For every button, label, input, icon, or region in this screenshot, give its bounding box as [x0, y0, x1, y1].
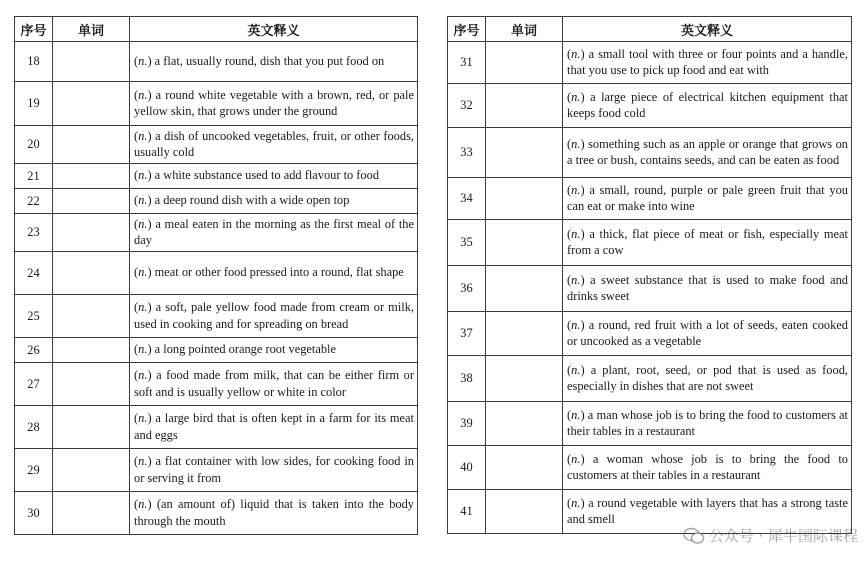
part-of-speech: n. [138, 497, 148, 511]
part-of-speech: n. [571, 362, 581, 377]
definition-text: a round vegetable with layers that has a strong taste and smell [567, 495, 848, 526]
part-of-speech: n. [571, 46, 581, 61]
part-of-speech: n. [138, 300, 148, 314]
definition-text: a flat, usually round, dish that you put food on [154, 53, 385, 68]
definition-text: a large piece of electrical kitchen equipment that keeps food cold [567, 89, 848, 120]
watermark [683, 525, 858, 546]
table-row [15, 164, 418, 189]
definition-cell: (n.) a meal eaten in the morning as the first meal of the day [130, 214, 418, 252]
word-blank[interactable] [53, 42, 130, 82]
table-row [448, 84, 852, 128]
row-number: 38 [448, 356, 486, 402]
word-blank[interactable] [53, 189, 130, 214]
definition-cell: (n.) a large piece of electrical kitchen equipment that keeps food cold [563, 84, 852, 128]
part-of-speech: n. [571, 226, 581, 241]
definition-cell: (n.) a flat container with low sides, for cooking food in or serving it from [130, 449, 418, 492]
part-of-speech: n. [138, 193, 148, 208]
row-number: 24 [15, 252, 53, 295]
definition-cell: (n.) a round white vegetable with a brown, red, or pale yellow skin, that grows under the ground [130, 82, 418, 126]
definition-cell: (n.) meat or other food pressed into a round, flat shape [130, 252, 418, 295]
row-number: 39 [448, 402, 486, 446]
definition-text: a deep round dish with a wide open top [154, 193, 350, 208]
header-word: 单词 [53, 17, 130, 42]
definition-text: a round, red fruit with a lot of seeds, eaten cooked or uncooked as a vegetable [567, 317, 848, 348]
header-row [15, 17, 418, 42]
row-number: 21 [15, 164, 53, 189]
row-number: 23 [15, 214, 53, 252]
part-of-speech: n. [138, 368, 148, 382]
definition-text: a woman whose job is to bring the food to customers at their tables in a restaurant [567, 451, 848, 482]
row-number: 35 [448, 220, 486, 266]
definition-cell: (n.) a food made from milk, that can be either firm or soft and is usually yellow or white in color [130, 363, 418, 406]
word-blank[interactable] [486, 128, 563, 178]
definition-cell: (n.) a round vegetable with layers that has a strong taste and smell [563, 490, 852, 534]
definition-cell: (n.) a dish of uncooked vegetables, fruit, or other foods, usually cold [130, 126, 418, 164]
definition-text: a man whose job is to bring the food to customers at their tables in a restaurant [567, 407, 848, 438]
definition-cell: (n.) a woman whose job is to bring the food to customers at their tables in a restaurant [563, 446, 852, 490]
table-row [448, 402, 852, 446]
watermark-text: 公众号 · 犀牛国际课程 [708, 527, 858, 545]
word-blank[interactable] [486, 220, 563, 266]
table-row [448, 220, 852, 266]
definition-text: a long pointed orange root vegetable [154, 342, 336, 357]
part-of-speech: n. [138, 342, 148, 357]
part-of-speech: n. [138, 128, 148, 143]
table-row [15, 492, 418, 535]
table-row [448, 128, 852, 178]
part-of-speech: n. [138, 265, 148, 280]
table-row [448, 178, 852, 220]
definition-text: a plant, root, seed, or pod that is used as food, especially in dishes that are not sweet [567, 362, 848, 393]
definition-cell: (n.) a round, red fruit with a lot of seeds, eaten cooked or uncooked as a vegetable [563, 312, 852, 356]
row-number: 41 [448, 490, 486, 534]
definition-text: (an amount of) liquid that is taken into the body through the mouth [134, 497, 414, 528]
part-of-speech: n. [138, 168, 148, 183]
table-row [448, 266, 852, 312]
row-number: 34 [448, 178, 486, 220]
row-number: 33 [448, 128, 486, 178]
definition-cell: (n.) a white substance used to add flavour to food [130, 164, 418, 189]
part-of-speech: n. [138, 454, 148, 468]
word-blank[interactable] [53, 492, 130, 535]
table-row [448, 446, 852, 490]
row-number: 32 [448, 84, 486, 128]
row-number: 19 [15, 82, 53, 126]
part-of-speech: n. [571, 451, 581, 466]
row-number: 18 [15, 42, 53, 82]
definition-cell: (n.) a large bird that is often kept in a farm for its meat and eggs [130, 406, 418, 449]
wechat-icon [683, 527, 705, 545]
definition-cell: (n.) something such as an apple or orange that grows on a tree or bush, contains seeds, and can be eaten as food [563, 128, 852, 178]
left-vocab-table [14, 16, 418, 535]
definition-cell: (n.) a long pointed orange root vegetable [130, 338, 418, 363]
header-num: 序号 [448, 17, 486, 42]
row-number: 28 [15, 406, 53, 449]
part-of-speech: n. [571, 317, 581, 332]
header-row [448, 17, 852, 42]
word-blank[interactable] [53, 363, 130, 406]
row-number: 29 [15, 449, 53, 492]
table-row [15, 82, 418, 126]
definition-text: a round white vegetable with a brown, red, or pale yellow skin, that grows under the ground [134, 87, 414, 118]
table-row [15, 189, 418, 214]
part-of-speech: n. [138, 87, 148, 102]
definition-text: a white substance used to add flavour to food [154, 168, 380, 183]
table-row [15, 295, 418, 338]
table-row [15, 449, 418, 492]
word-blank[interactable] [486, 42, 563, 84]
row-number: 27 [15, 363, 53, 406]
definition-cell: (n.) a small, round, purple or pale green fruit that you can eat or make into wine [563, 178, 852, 220]
word-blank[interactable] [486, 356, 563, 402]
definition-cell: (n.) a man whose job is to bring the food to customers at their tables in a restaurant [563, 402, 852, 446]
definition-cell: (n.) a sweet substance that is used to make food and drinks sweet [563, 266, 852, 312]
definition-text: a thick, flat piece of meat or fish, especially meat from a cow [567, 226, 848, 257]
table-row [15, 42, 418, 82]
table-row [15, 214, 418, 252]
word-blank[interactable] [486, 178, 563, 220]
table-row [15, 363, 418, 406]
definition-text: a soft, pale yellow food made from cream or milk, used in cooking and for spreading on bread [134, 300, 414, 331]
part-of-speech: n. [138, 411, 148, 425]
part-of-speech: n. [138, 53, 148, 68]
row-number: 37 [448, 312, 486, 356]
table-row [15, 126, 418, 164]
definition-text: something such as an apple or orange that grows on a tree or bush, contains seeds, and can be eaten as food [567, 136, 848, 167]
row-number: 22 [15, 189, 53, 214]
part-of-speech: n. [571, 182, 581, 197]
definition-text: a flat container with low sides, for cooking food in or serving it from [134, 454, 414, 485]
header-definition: 英文释义 [130, 17, 418, 42]
header-word: 单词 [486, 17, 563, 42]
definition-text: a sweet substance that is used to make food and drinks sweet [567, 272, 848, 303]
word-blank[interactable] [53, 449, 130, 492]
definition-text: a dish of uncooked vegetables, fruit, or other foods, usually cold [134, 128, 414, 159]
part-of-speech: n. [138, 216, 148, 231]
word-blank[interactable] [53, 164, 130, 189]
definition-text: a large bird that is often kept in a farm for its meat and eggs [134, 411, 414, 442]
word-blank[interactable] [53, 252, 130, 295]
row-number: 20 [15, 126, 53, 164]
definition-text: a food made from milk, that can be either firm or soft and is usually yellow or white in color [134, 368, 414, 399]
word-blank[interactable] [486, 490, 563, 534]
word-blank[interactable] [486, 312, 563, 356]
word-blank[interactable] [53, 214, 130, 252]
header-num: 序号 [15, 17, 53, 42]
table-row [448, 356, 852, 402]
definition-cell: (n.) a deep round dish with a wide open top [130, 189, 418, 214]
table-row [15, 406, 418, 449]
definition-cell: (n.) a flat, usually round, dish that you put food on [130, 42, 418, 82]
part-of-speech: n. [571, 136, 581, 151]
word-blank[interactable] [53, 82, 130, 126]
row-number: 36 [448, 266, 486, 312]
definition-text: a small tool with three or four points and a handle, that you use to pick up food and eat with [567, 46, 848, 77]
right-vocab-table [447, 16, 852, 534]
word-blank[interactable] [486, 84, 563, 128]
row-number: 40 [448, 446, 486, 490]
row-number: 31 [448, 42, 486, 84]
header-definition: 英文释义 [563, 17, 852, 42]
part-of-speech: n. [571, 495, 581, 510]
definition-text: meat or other food pressed into a round, flat shape [154, 265, 404, 280]
table-row [15, 252, 418, 295]
word-blank[interactable] [53, 338, 130, 363]
table-row [448, 42, 852, 84]
word-blank[interactable] [486, 402, 563, 446]
definition-cell: (n.) a small tool with three or four points and a handle, that you use to pick up food and eat with [563, 42, 852, 84]
definition-cell: (n.) (an amount of) liquid that is taken into the body through the mouth [130, 492, 418, 535]
part-of-speech: n. [571, 272, 581, 287]
part-of-speech: n. [571, 89, 581, 104]
table-row [15, 338, 418, 363]
definition-text: a small, round, purple or pale green fruit that you can eat or make into wine [567, 182, 849, 213]
part-of-speech: n. [571, 407, 581, 422]
row-number: 25 [15, 295, 53, 338]
definition-cell: (n.) a plant, root, seed, or pod that is used as food, especially in dishes that are not sweet [563, 356, 852, 402]
definition-cell: (n.) a thick, flat piece of meat or fish, especially meat from a cow [563, 220, 852, 266]
word-blank[interactable] [53, 295, 130, 338]
word-blank[interactable] [486, 266, 563, 312]
word-blank[interactable] [486, 446, 563, 490]
word-blank[interactable] [53, 126, 130, 164]
definition-cell: (n.) a soft, pale yellow food made from cream or milk, used in cooking and for spreading on bread [130, 295, 418, 338]
definition-text: a meal eaten in the morning as the first meal of the day [134, 216, 414, 247]
word-blank[interactable] [53, 406, 130, 449]
row-number: 30 [15, 492, 53, 535]
row-number: 26 [15, 338, 53, 363]
table-row [448, 312, 852, 356]
